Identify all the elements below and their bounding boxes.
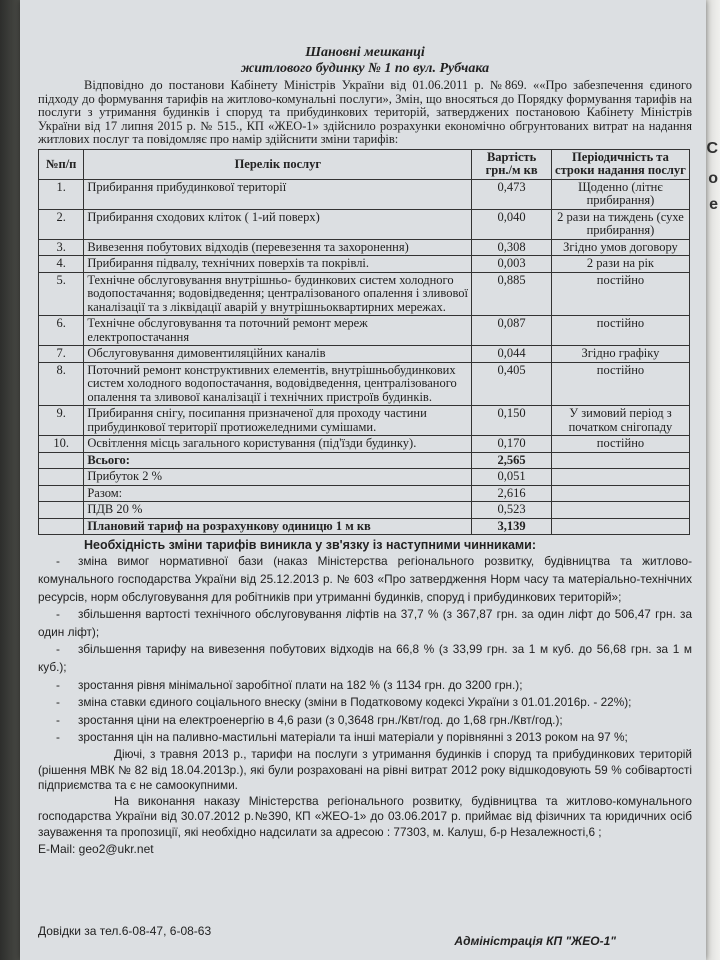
table-row [39,179,690,209]
row-num: 5. [39,272,84,316]
row-service: Поточний ремонт конструктивних елементів, внутрішньобудинкових систем холодного водопостачання, водовідведення, централізованого опалення та зливової каналізації і технічних пристроїв будинків. [84,362,472,406]
row-period: 2 рази на рік [551,256,689,273]
table-row [39,346,690,363]
row-cost: 0,405 [472,362,552,406]
table-row [39,362,690,406]
row-service: Вивезення побутових відходів (перевезення та захоронення) [84,239,472,256]
note-paragraph: Діючі, з травня 2013 р., тарифи на послуги з утримання будинків і споруд та прибудинкових територій (рішення МВК № 82 від 18.04.2013р.), які були розраховані на рівні витрат 2012 року відшкодовують 59 % собівартості підприємства та є не самоокупними. [38,747,692,793]
row-service: Прибирання сходових кліток ( 1-ий поверх) [84,209,472,239]
row-service: Технічне обслуговування та поточний ремонт мереж електропостачання [84,316,472,346]
row-period: постійно [551,316,689,346]
intro-paragraph: Відповідно до постанови Кабінету Міністрів України від 01.06.2011 р. №869. ««Про забезпечення єдиного підходу до формування тарифів на житлово-комунальні послуги», Змін, що вносяться до Порядку формування тарифів на послуги з утримання будинків і споруд та прибудинкових територій, затверджених постановою Кабінету Міністрів України від 17 липня 2015 р. № 515., КП «ЖЕО-1» здійснило розрахунки економічно обгрунтованих витрат на надання житлових послуг та повідомляє про намір здійснити зміни тарифів: [38,78,692,147]
table-row [39,256,690,273]
row-num: 6. [39,316,84,346]
summary-label: Разом: [84,485,472,502]
header-name: Перелік послуг [84,149,472,179]
row-cost: 0,150 [472,406,552,436]
row-num: 7. [39,346,84,363]
phone-numbers: Довідки за тел.6-08-47, 6-08-63 [38,924,212,938]
summary-row-subtotal [39,485,690,502]
table-row [39,272,690,316]
summary-label: Плановий тариф на розрахункову одиницю 1 м кв [84,518,472,535]
row-cost: 0,885 [472,272,552,316]
header-cost: Вартість грн./м кв [472,149,552,179]
reasons-heading: Необхідність зміни тарифів виникла у зв'язку із наступними чинниками: [84,538,537,553]
row-service: Прибирання прибудинкової території [84,179,472,209]
reason-item: - зростання рівня мінімальної заробітної плати на 182 % (з 1134 грн. до 3200 грн.); [56,677,523,692]
row-num: 3. [39,239,84,256]
summary-row-vat [39,502,690,519]
services-table [38,149,690,536]
row-cost: 0,087 [472,316,552,346]
row-num: 1. [39,179,84,209]
table-row [39,209,690,239]
row-period: Щоденно (літнє прибирання) [551,179,689,209]
reason-item: - збільшення вартості технічного обслуговування ліфтів на 37,7 % (з 367,87 грн. за один ліфт до 506,47 грн. за один ліфт); [38,607,692,639]
background-letter: е [709,196,718,213]
summary-row-profit [39,469,690,486]
reason-item: - зростання ціни на електроенергію в 4,6 рази (з 0,3648 грн./Квт/год. до 1,68 грн./Квт/год.); [56,712,563,727]
notice-content [38,44,692,857]
reason-item: - зростання цін на паливно-мастильні матеріали та інші матеріали у порівнянні з 2013 роком на 97 %; [56,730,628,745]
signature: Адміністрація КП "ЖЕО-1" [454,934,616,948]
reason-item: - збільшення тарифу на вивезення побутових відходів на 66,8 % (з 33,99 грн. за 1 м куб. до 56,68 грн. за 1 м куб.); [38,642,692,675]
row-num: 8. [39,362,84,406]
table-row [39,239,690,256]
row-period: 2 рази на тиждень (сухе прибирання) [551,209,689,239]
summary-label: Всього: [84,452,472,469]
row-num: 10. [39,436,84,453]
summary-row-tariff [39,518,690,535]
row-period: постійно [551,436,689,453]
row-num: 9. [39,406,84,436]
row-num: 2. [39,209,84,239]
notice-subtitle: житлового будинку № 1 по вул. Рубчака [240,61,490,76]
summary-value: 0,051 [472,469,552,486]
row-service: Прибирання підвалу, технічних поверхів та покрівлі. [84,256,472,273]
notice-sheet [20,0,706,960]
row-period: постійно [551,362,689,406]
reason-item: - зміна ставки єдиного соціального внеску (зміни в Податковому кодексі України з 01.01.2016р. - 22%); [56,695,632,710]
background-letter: о [708,170,718,187]
row-cost: 0,044 [472,346,552,363]
row-period: Згідно умов договору [551,239,689,256]
summary-row-total [39,452,690,469]
summary-value: 2,565 [472,452,552,469]
row-cost: 0,170 [472,436,552,453]
notice-title: Шановні мешканці [305,45,425,60]
row-period: постійно [551,272,689,316]
header-period: Періодичність та строки надання послуг [551,149,689,179]
summary-value: 0,523 [472,502,552,519]
header-num: №п/п [39,149,84,179]
row-service: Освітлення місць загального користування (під'їзди будинку). [84,436,472,453]
row-num: 4. [39,256,84,273]
contact-email: E-Mail: geo2@ukr.net [38,841,154,856]
row-period: У зимовий період з початком снігопаду [551,406,689,436]
summary-label: ПДВ 20 % [84,502,472,519]
row-service: Прибирання снігу, посипання призначеної для проходу частини прибудинкової території протиожеледними сумішами. [84,406,472,436]
row-service: Обслуговування димовентиляційних каналів [84,346,472,363]
table-header-row [39,149,690,179]
summary-value: 3,139 [472,518,552,535]
reason-item: - зміна вимог нормативної бази (наказ Міністерства регіонального розвитку, будівництва та житлово-комунального господарства України від 25.12.2013 р. № 603 «Про затвердження Норм часу та матеріально-технічних ресурсів, норм обслуговування для робітників при утриманні будинків, споруд і прибудинкових територій»; [38,554,692,604]
table-row [39,316,690,346]
row-period: Згідно графіку [551,346,689,363]
row-service: Технічне обслуговування внутрішньо- будинкових систем холодного водопостачання; водовідведення; централізованого опалення і зливової каналізації та з ліквідації аварій у внутрішньоквартирних мережах. [84,272,472,316]
summary-label: Прибуток 2 % [84,469,472,486]
row-cost: 0,473 [472,179,552,209]
table-row [39,406,690,436]
summary-value: 2,616 [472,485,552,502]
row-cost: 0,040 [472,209,552,239]
row-cost: 0,003 [472,256,552,273]
table-row [39,436,690,453]
instruction-paragraph: На виконання наказу Міністерства регіонального розвитку, будівництва та житлово-комунального господарства України від 30.07.2012 р.№390, КП «ЖЕО-1» до 03.06.2017 р. приймає від фізичних та юридичних осіб зауваження та пропозиції, які необхідно надсилати за адресою : 77303, м. Калуш, б-р Незалежності,6 ; [38,793,692,839]
background-letter: С [706,140,718,157]
row-cost: 0,308 [472,239,552,256]
